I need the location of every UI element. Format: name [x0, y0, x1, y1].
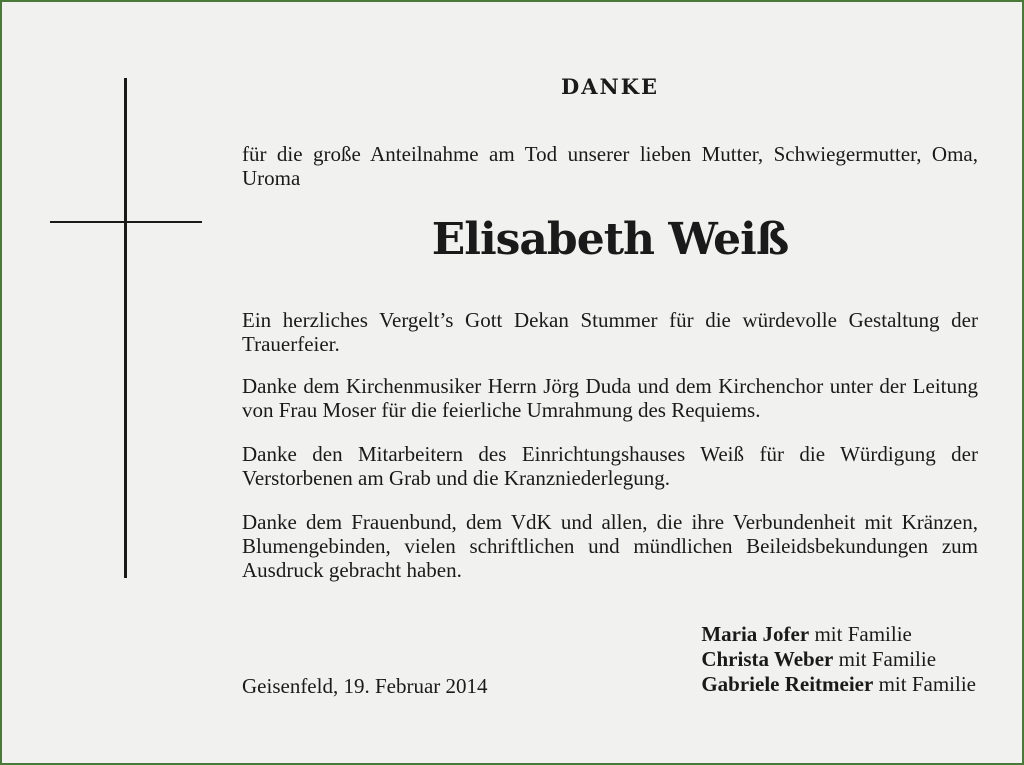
signer-suffix: mit Familie [833, 647, 937, 671]
signers [701, 622, 976, 697]
signer-name: Maria Jofer [701, 622, 810, 646]
cross-bar [50, 221, 202, 223]
deceased-name: Elisabeth Weiß [431, 214, 789, 265]
paragraph-1: Ein herzliches Vergelt’s Gott Dekan Stummer für die würdevolle Gestaltung der Trauerfeier. [242, 308, 978, 356]
signer-suffix: mit Familie [809, 622, 912, 646]
heading: DANKE [561, 74, 659, 99]
signer-name: Christa Weber [701, 647, 834, 671]
signer-name: Gabriele Reitmeier [701, 672, 874, 696]
signer-1 [701, 622, 976, 647]
signer-suffix: mit Familie [873, 672, 976, 696]
intro-text: für die große Anteilnahme am Tod unserer lieben Mutter, Schwiegermutter, Oma, Uroma [242, 142, 978, 190]
paragraph-3: Danke den Mitarbeitern des Einrichtungshauses Weiß für die Würdigung der Verstorbenen am Grab und die Kranzniederlegung. [242, 442, 978, 490]
paragraph-2: Danke dem Kirchenmusiker Herrn Jörg Duda und dem Kirchenchor unter der Leitung von Frau Moser für die feierliche Umrahmung des Requiems. [242, 374, 978, 422]
cross-icon [124, 78, 127, 578]
place-date: Geisenfeld, 19. Februar 2014 [242, 674, 488, 698]
signer-2 [701, 647, 976, 672]
paragraph-4: Danke dem Frauenbund, dem VdK und allen, die ihre Verbundenheit mit Kränzen, Blumengebinden, vielen schriftlichen und mündlichen Beileidsbekundungen zum Ausdruck gebracht haben. [242, 510, 978, 582]
signer-3 [701, 672, 976, 697]
